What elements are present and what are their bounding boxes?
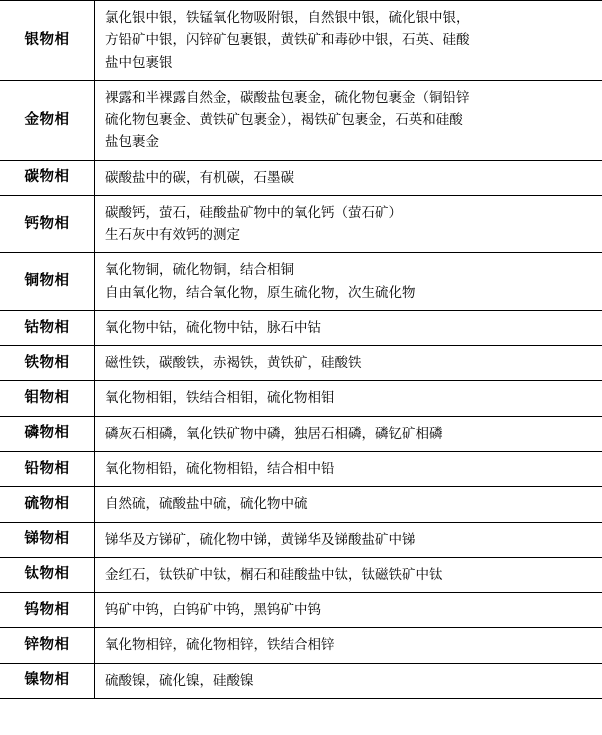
table-row — [0, 557, 602, 592]
phase-items-cell — [95, 310, 602, 345]
phase-items-line: 磁性铁，碳酸铁，赤褐铁，黄铁矿，硅酸铁 — [105, 355, 362, 371]
phase-items-line: 硫化物包裹金、黄铁矿包裹金），褐铁矿包裹金，石英和硅酸 — [105, 112, 463, 128]
phase-items-line: 自然硫，硫酸盐中硫，硫化物中硫 — [105, 496, 308, 512]
phase-name-cell: 锌物相 — [0, 628, 95, 663]
table-row — [0, 628, 602, 663]
phase-name-cell: 银物相 — [0, 1, 95, 81]
table-row — [0, 522, 602, 557]
phase-items-line: 钨矿中钨，白钨矿中钨，黑钨矿中钨 — [105, 602, 321, 618]
phase-items-line: 碳酸盐中的碳，有机碳，石墨碳 — [105, 169, 294, 185]
table-row — [0, 593, 602, 628]
phase-items-line: 氧化物相钼，铁结合相钼，硫化物相钼 — [105, 390, 335, 406]
phase-items-line: 硫酸镍，硫化镍，硅酸镍 — [105, 672, 254, 688]
phase-name-cell: 锑物相 — [0, 522, 95, 557]
phase-items-cell — [95, 593, 602, 628]
phase-items-cell — [95, 557, 602, 592]
phase-name-cell: 镍物相 — [0, 663, 95, 698]
phase-items-cell — [95, 416, 602, 451]
phase-items-line: 氯化银中银，铁锰氧化物吸附银，自然银中银，硫化银中银， — [105, 10, 470, 25]
phase-items-cell — [95, 1, 602, 81]
phase-items-line: 自由氧化物，结合氧化物，原生硫化物，次生硫化物 — [105, 284, 416, 300]
table-row — [0, 451, 602, 486]
phase-items-line: 碳酸钙，萤石，硅酸盐矿物中的氧化钙（萤石矿） — [105, 204, 402, 220]
phase-name-cell: 铅物相 — [0, 451, 95, 486]
phase-items-cell — [95, 346, 602, 381]
phase-items-line: 裸露和半裸露自然金，碳酸盐包裹金，硫化物包裹金（铜铅锌 — [105, 89, 470, 105]
table-row — [0, 310, 602, 345]
table-row — [0, 80, 602, 160]
phase-name-cell: 钨物相 — [0, 593, 95, 628]
table-row — [0, 381, 602, 416]
table-row — [0, 663, 602, 698]
phase-items-line: 磷灰石相磷，氧化铁矿物中磷，独居石相磷，磷钇矿相磷 — [105, 425, 443, 441]
phase-items-cell — [95, 451, 602, 486]
phase-items-cell — [95, 663, 602, 698]
phase-items-cell — [95, 195, 602, 253]
phase-items-cell — [95, 522, 602, 557]
phase-items-line: 氧化物相铅，硫化物相铅，结合相中铅 — [105, 460, 335, 476]
table-row — [0, 195, 602, 253]
phase-items-line: 锑华及方锑矿，硫化物中锑，黄锑华及锑酸盐矿中锑 — [105, 531, 416, 547]
phase-name-cell: 硫物相 — [0, 487, 95, 522]
phase-items-cell — [95, 487, 602, 522]
phase-items-line: 氧化物相锌，硫化物相锌，铁结合相锌 — [105, 637, 335, 653]
table-row — [0, 160, 602, 195]
phase-items-cell — [95, 80, 602, 160]
phase-items-cell — [95, 628, 602, 663]
table-row — [0, 253, 602, 311]
phase-name-cell: 铜物相 — [0, 253, 95, 311]
phase-name-cell: 铁物相 — [0, 346, 95, 381]
phase-items-line: 金红石，钛铁矿中钛，榍石和硅酸盐中钛，钛磁铁矿中钛 — [105, 566, 443, 582]
phase-items-cell — [95, 381, 602, 416]
table-body — [0, 1, 602, 699]
table-row — [0, 487, 602, 522]
phase-items-line: 生石灰中有效钙的测定 — [105, 227, 240, 243]
phase-name-cell: 碳物相 — [0, 160, 95, 195]
phase-items-line: 方铅矿中银，闪锌矿包裹银，黄铁矿和毒砂中银，石英、硅酸 — [105, 32, 470, 48]
phase-name-cell: 钛物相 — [0, 557, 95, 592]
phase-items-line: 氧化物中钴，硫化物中钴，脉石中钴 — [105, 319, 321, 335]
phase-name-cell: 磷物相 — [0, 416, 95, 451]
phase-name-cell: 钴物相 — [0, 310, 95, 345]
phase-items-cell — [95, 253, 602, 311]
phase-items-cell — [95, 160, 602, 195]
phase-items-line: 氧化物铜，硫化物铜，结合相铜 — [105, 262, 294, 278]
table-row — [0, 416, 602, 451]
phase-name-cell: 金物相 — [0, 80, 95, 160]
table-row — [0, 1, 602, 81]
phase-items-line: 盐包裹金 — [105, 134, 159, 150]
table-row — [0, 346, 602, 381]
phase-name-cell: 钼物相 — [0, 381, 95, 416]
phase-name-cell: 钙物相 — [0, 195, 95, 253]
phase-items-line: 盐中包裹银 — [105, 54, 173, 70]
